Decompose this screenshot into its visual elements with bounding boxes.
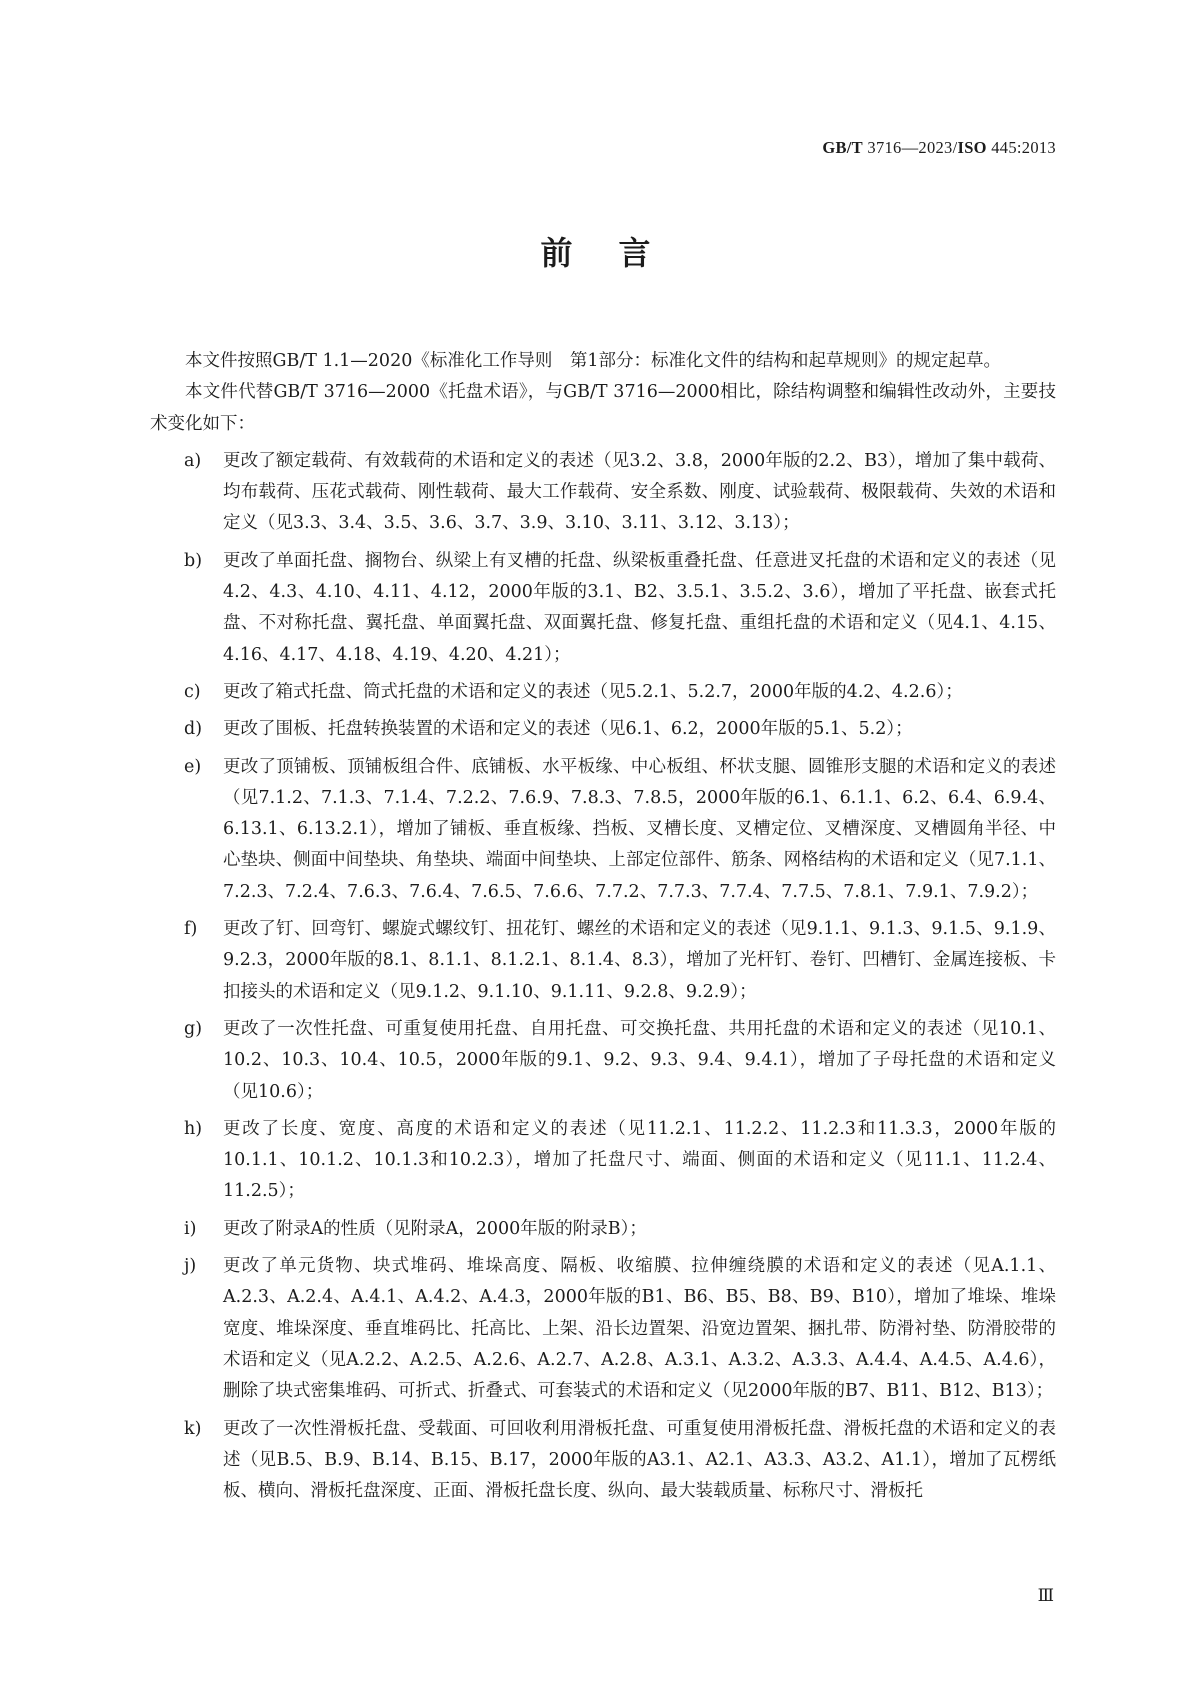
list-marker: h)	[184, 1118, 203, 1139]
list-item	[150, 1414, 1056, 1508]
page-number: Ⅲ	[1037, 1586, 1054, 1605]
technical-changes-list	[150, 446, 1056, 1508]
paragraph-replacement-note: 本文件代替GB/T 3716—2000《托盘术语》，与GB/T 3716—2000相比，除结构调整和编辑性改动外，主要技术变化如下：	[150, 382, 1056, 434]
list-item	[150, 546, 1056, 671]
list-item-text: 更改了一次性托盘、可重复使用托盘、自用托盘、可交换托盘、共用托盘的术语和定义的表述（见10.1、10.2、10.3、10.4、10.5，2000年版的9.1、9.2、9.3、9.4、9.4.1），增加了子母托盘的术语和定义（见10.6）；	[223, 1018, 1056, 1102]
code-prefix: GB/T	[822, 138, 863, 157]
list-item	[150, 1214, 1056, 1245]
list-item	[150, 752, 1056, 908]
list-item	[150, 1114, 1056, 1208]
list-item-text: 更改了长度、宽度、高度的术语和定义的表述（见11.2.1、11.2.2、11.2.3和11.3.3，2000年版的10.1.1、10.1.2、10.1.3和10.2.3），增加了托盘尺寸、端面、侧面的术语和定义（见11.1、11.2.4、11.2.5）；	[223, 1118, 1056, 1202]
list-marker: k)	[184, 1418, 202, 1439]
list-marker: j)	[184, 1256, 197, 1277]
document-code	[822, 138, 1056, 158]
list-item	[150, 677, 1056, 708]
code-suffix: 445:2013	[986, 138, 1056, 157]
list-marker: b)	[184, 550, 203, 571]
code-middle: 3716—2023/	[862, 138, 958, 157]
list-marker: g)	[184, 1018, 203, 1039]
list-item-text: 更改了钉、回弯钉、螺旋式螺纹钉、扭花钉、螺丝的术语和定义的表述（见9.1.1、9.1.3、9.1.5、9.1.9、9.2.3，2000年版的8.1、8.1.1、8.1.2.1、8.1.4、8.3），增加了光杆钉、卷钉、凹槽钉、金属连接板、卡扣接头的术语和定义（见9.1.2、9.1.10、9.1.11、9.2.8、9.2.9）；	[223, 919, 1056, 1002]
list-item	[150, 1014, 1056, 1108]
paragraph-drafting-basis: 本文件按照GB/T 1.1—2020《标准化工作导则 第1部分：标准化文件的结构和起草规则》的规定起草。	[185, 351, 1001, 371]
list-item	[150, 446, 1056, 540]
list-item-text: 更改了额定载荷、有效载荷的术语和定义的表述（见3.2、3.8，2000年版的2.2、B3），增加了集中载荷、均布载荷、压花式载荷、刚性载荷、最大工作载荷、安全系数、刚度、试验载荷、极限载荷、失效的术语和定义（见3.3、3.4、3.5、3.6、3.7、3.9、3.10、3.11、3.12、3.13）；	[223, 450, 1056, 534]
list-marker: i)	[184, 1218, 197, 1239]
list-item-text: 更改了一次性滑板托盘、受载面、可回收利用滑板托盘、可重复使用滑板托盘、滑板托盘的术语和定义的表述（见B.5、B.9、B.14、B.15、B.17，2000年版的A3.1、A2.1、A3.3、A3.2、A1.1），增加了瓦楞纸板、横向、滑板托盘深度、正面、滑板托盘长度、纵向、最大装载质量、标称尺寸、滑板托	[223, 1418, 1056, 1502]
list-marker: e)	[184, 756, 202, 777]
list-marker: c)	[184, 681, 201, 702]
page-title: 前言	[540, 234, 697, 272]
list-marker: d)	[184, 719, 203, 740]
document-body	[150, 346, 1056, 1507]
list-item	[150, 714, 1056, 745]
list-marker: a)	[184, 450, 202, 471]
code-iso: ISO	[957, 138, 987, 157]
list-item-text: 更改了围板、托盘转换装置的术语和定义的表述（见6.1、6.2，2000年版的5.1、5.2）；	[223, 719, 913, 740]
list-item-text: 更改了单面托盘、搁物台、纵梁上有叉槽的托盘、纵梁板重叠托盘、任意进叉托盘的术语和定义的表述（见4.2、4.3、4.10、4.11、4.12，2000年版的3.1、B2、3.5.1、3.5.2、3.6），增加了平托盘、嵌套式托盘、不对称托盘、翼托盘、单面翼托盘、双面翼托盘、修复托盘、重组托盘的术语和定义（见4.1、4.15、4.16、4.17、4.18、4.19、4.20、4.21）；	[223, 550, 1056, 665]
list-item	[150, 1251, 1056, 1407]
list-item-text: 更改了顶铺板、顶铺板组合件、底铺板、水平板缘、中心板组、杯状支腿、圆锥形支腿的术语和定义的表述（见7.1.2、7.1.3、7.1.4、7.2.2、7.6.9、7.8.3、7.8.5，2000年版的6.1、6.1.1、6.2、6.4、6.9.4、6.13.1、6.13.2.1），增加了铺板、垂直板缘、挡板、叉槽长度、叉槽定位、叉槽深度、叉槽圆角半径、中心垫块、侧面中间垫块、角垫块、端面中间垫块、上部定位部件、筋条、网格结构的术语和定义（见7.1.1、7.2.3、7.2.4、7.6.3、7.6.4、7.6.5、7.6.6、7.7.2、7.7.3、7.7.4、7.7.5、7.8.1、7.9.1、7.9.2）；	[223, 756, 1056, 902]
list-marker: f)	[184, 919, 198, 940]
list-item-text: 更改了单元货物、块式堆码、堆垛高度、隔板、收缩膜、拉伸缠绕膜的术语和定义的表述（见A.1.1、A.2.3、A.2.4、A.4.1、A.4.2、A.4.3，2000年版的B1、B6、B5、B8、B9、B10），增加了堆垛、堆垛宽度、堆垛深度、垂直堆码比、托高比、上架、沿长边置架、沿宽边置架、捆扎带、防滑衬垫、防滑胶带的术语和定义（见A.2.2、A.2.5、A.2.6、A.2.7、A.2.8、A.3.1、A.3.2、A.3.3、A.4.4、A.4.5、A.4.6），删除了块式密集堆码、可折式、折叠式、可套装式的术语和定义（见2000年版的B7、B11、B12、B13）；	[223, 1256, 1056, 1402]
list-item	[150, 914, 1056, 1008]
list-item-text: 更改了箱式托盘、筒式托盘的术语和定义的表述（见5.2.1、5.2.7，2000年版的4.2、4.2.6）；	[223, 681, 963, 702]
list-item-text: 更改了附录A的性质（见附录A，2000年版的附录B）；	[223, 1218, 647, 1239]
